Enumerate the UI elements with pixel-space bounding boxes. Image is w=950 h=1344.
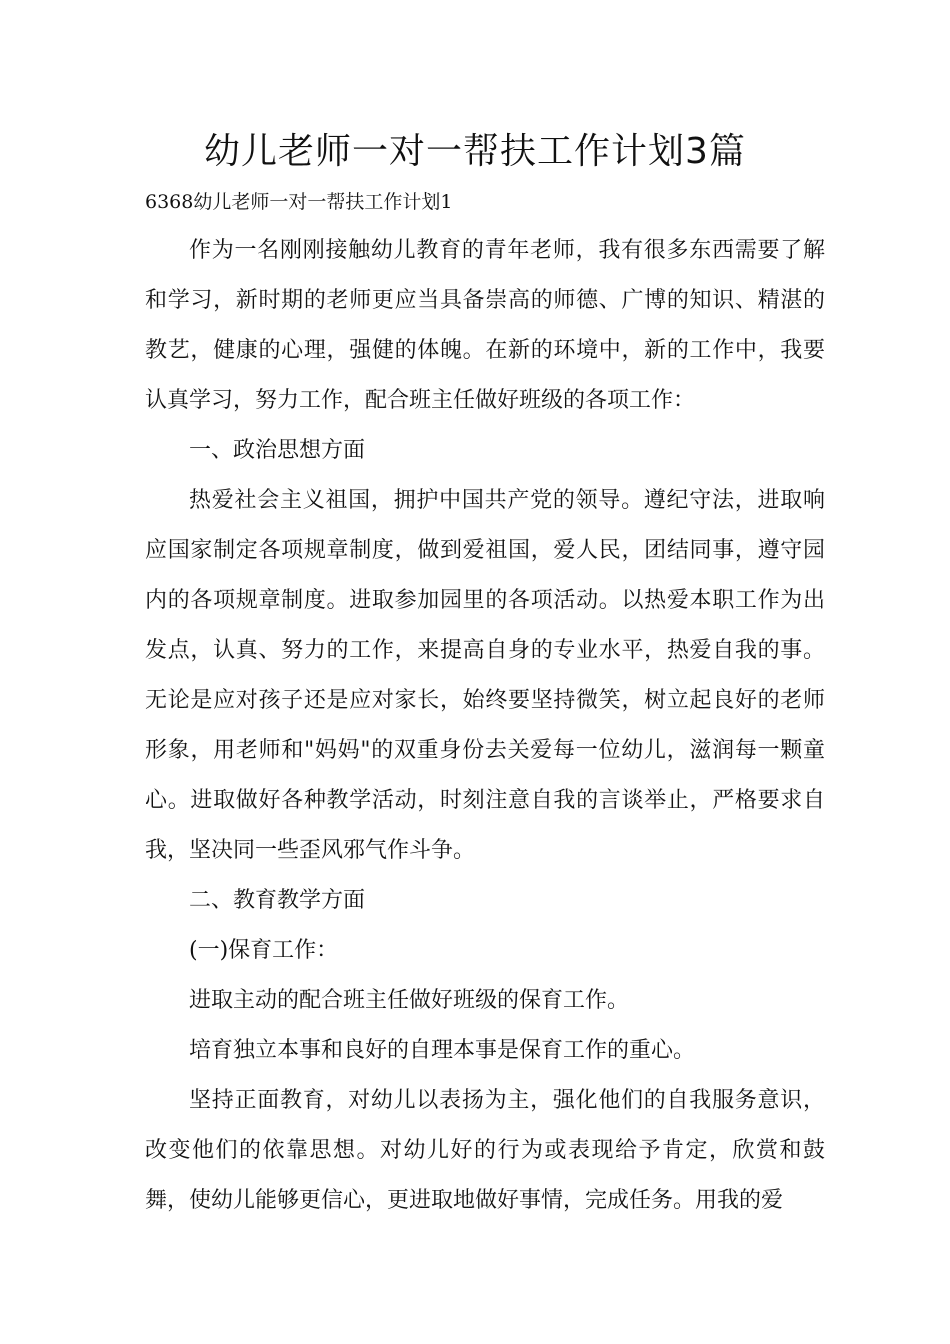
paragraph: 热爱社会主义祖国，拥护中国共产党的领导。遵纪守法，进取响应国家制定各项规章制度，做到爱祖国，爱人民，团结同事，遵守园内的各项规章制度。进取参加园里的各项活动。以热爱本职工作为出发点，认真、努力的工作，来提高自身的专业水平，热爱自我的事。无论是应对孩子还是应对家长，始终要坚持微笑，树立起良好的老师形象，用老师和"妈妈"的双重身份去关爱每一位幼儿，滋润每一颗童心。进取做好各种教学活动，时刻注意自我的言谈举止，严格要求自我，坚决同一些歪风邪气作斗争。	[145, 488, 825, 863]
paragraph: 坚持正面教育，对幼儿以表扬为主，强化他们的自我服务意识，改变他们的依靠思想。对幼儿好的行为或表现给予肯定，欣赏和鼓舞，使幼儿能够更信心，更进取地做好事情，完成任务。用我的爱	[145, 1088, 825, 1213]
paragraph: 培育独立本事和良好的自理本事是保育工作的重心。	[189, 1038, 696, 1063]
section-heading: 二、教育教学方面	[189, 888, 366, 913]
document-subtitle: 6368幼儿老师一对一帮扶工作计划1	[145, 191, 453, 213]
paragraph: 作为一名刚刚接触幼儿教育的青年老师，我有很多东西需要了解和学习，新时期的老师更应当具备崇高的师德、广博的知识、精湛的教艺，健康的心理，强健的体魄。在新的环境中，新的工作中，我要认真学习，努力工作，配合班主任做好班级的各项工作：	[145, 238, 825, 413]
document-title: 幼儿老师一对一帮扶工作计划3篇	[204, 131, 746, 172]
paragraph: 进取主动的配合班主任做好班级的保育工作。	[189, 988, 630, 1013]
section-heading: 一、政治思想方面	[189, 438, 366, 463]
document-body	[145, 226, 825, 1226]
subsection-heading: (一)保育工作：	[189, 938, 339, 963]
